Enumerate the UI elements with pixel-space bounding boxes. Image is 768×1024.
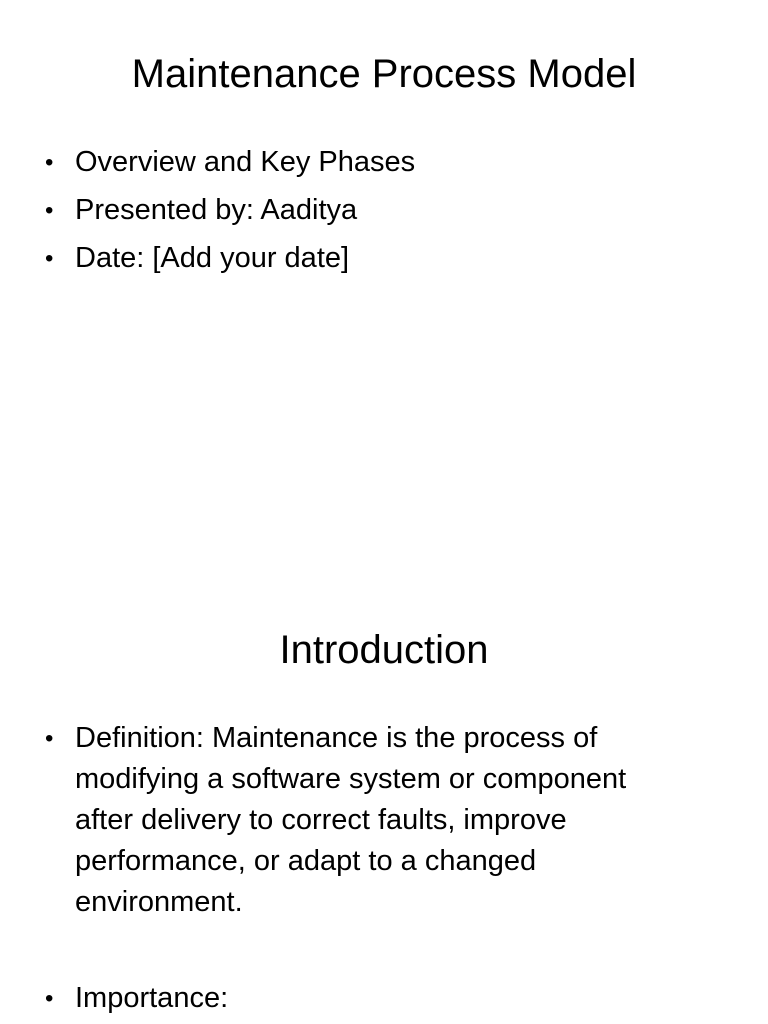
bullet-list [0, 718, 768, 1019]
bullet-icon: • [45, 985, 54, 1012]
bullet-item [0, 718, 768, 923]
bullet-text: Date: [Add your date] [75, 242, 350, 274]
bullet-item [0, 238, 768, 279]
bullet-text: Presented by: Aaditya [75, 194, 358, 226]
bullet-item [0, 978, 768, 1019]
bullet-list [0, 142, 768, 286]
bullet-icon: • [45, 197, 54, 224]
slide-title: Introduction [279, 628, 489, 672]
bullet-text: Definition: Maintenance is the process of modifying a software system or component after delivery to correct faults, improve performance, or adapt to a changed environment. [75, 722, 627, 918]
bullet-text: Overview and Key Phases [75, 146, 416, 178]
bullet-icon: • [45, 725, 54, 752]
bullet-item [0, 142, 768, 183]
bullet-text: Importance: [75, 982, 229, 1014]
bullet-icon: • [45, 149, 54, 176]
slide-introduction [0, 576, 768, 1024]
slide-title: Maintenance Process Model [131, 52, 637, 96]
bullet-item [0, 190, 768, 231]
bullet-icon: • [45, 245, 54, 272]
